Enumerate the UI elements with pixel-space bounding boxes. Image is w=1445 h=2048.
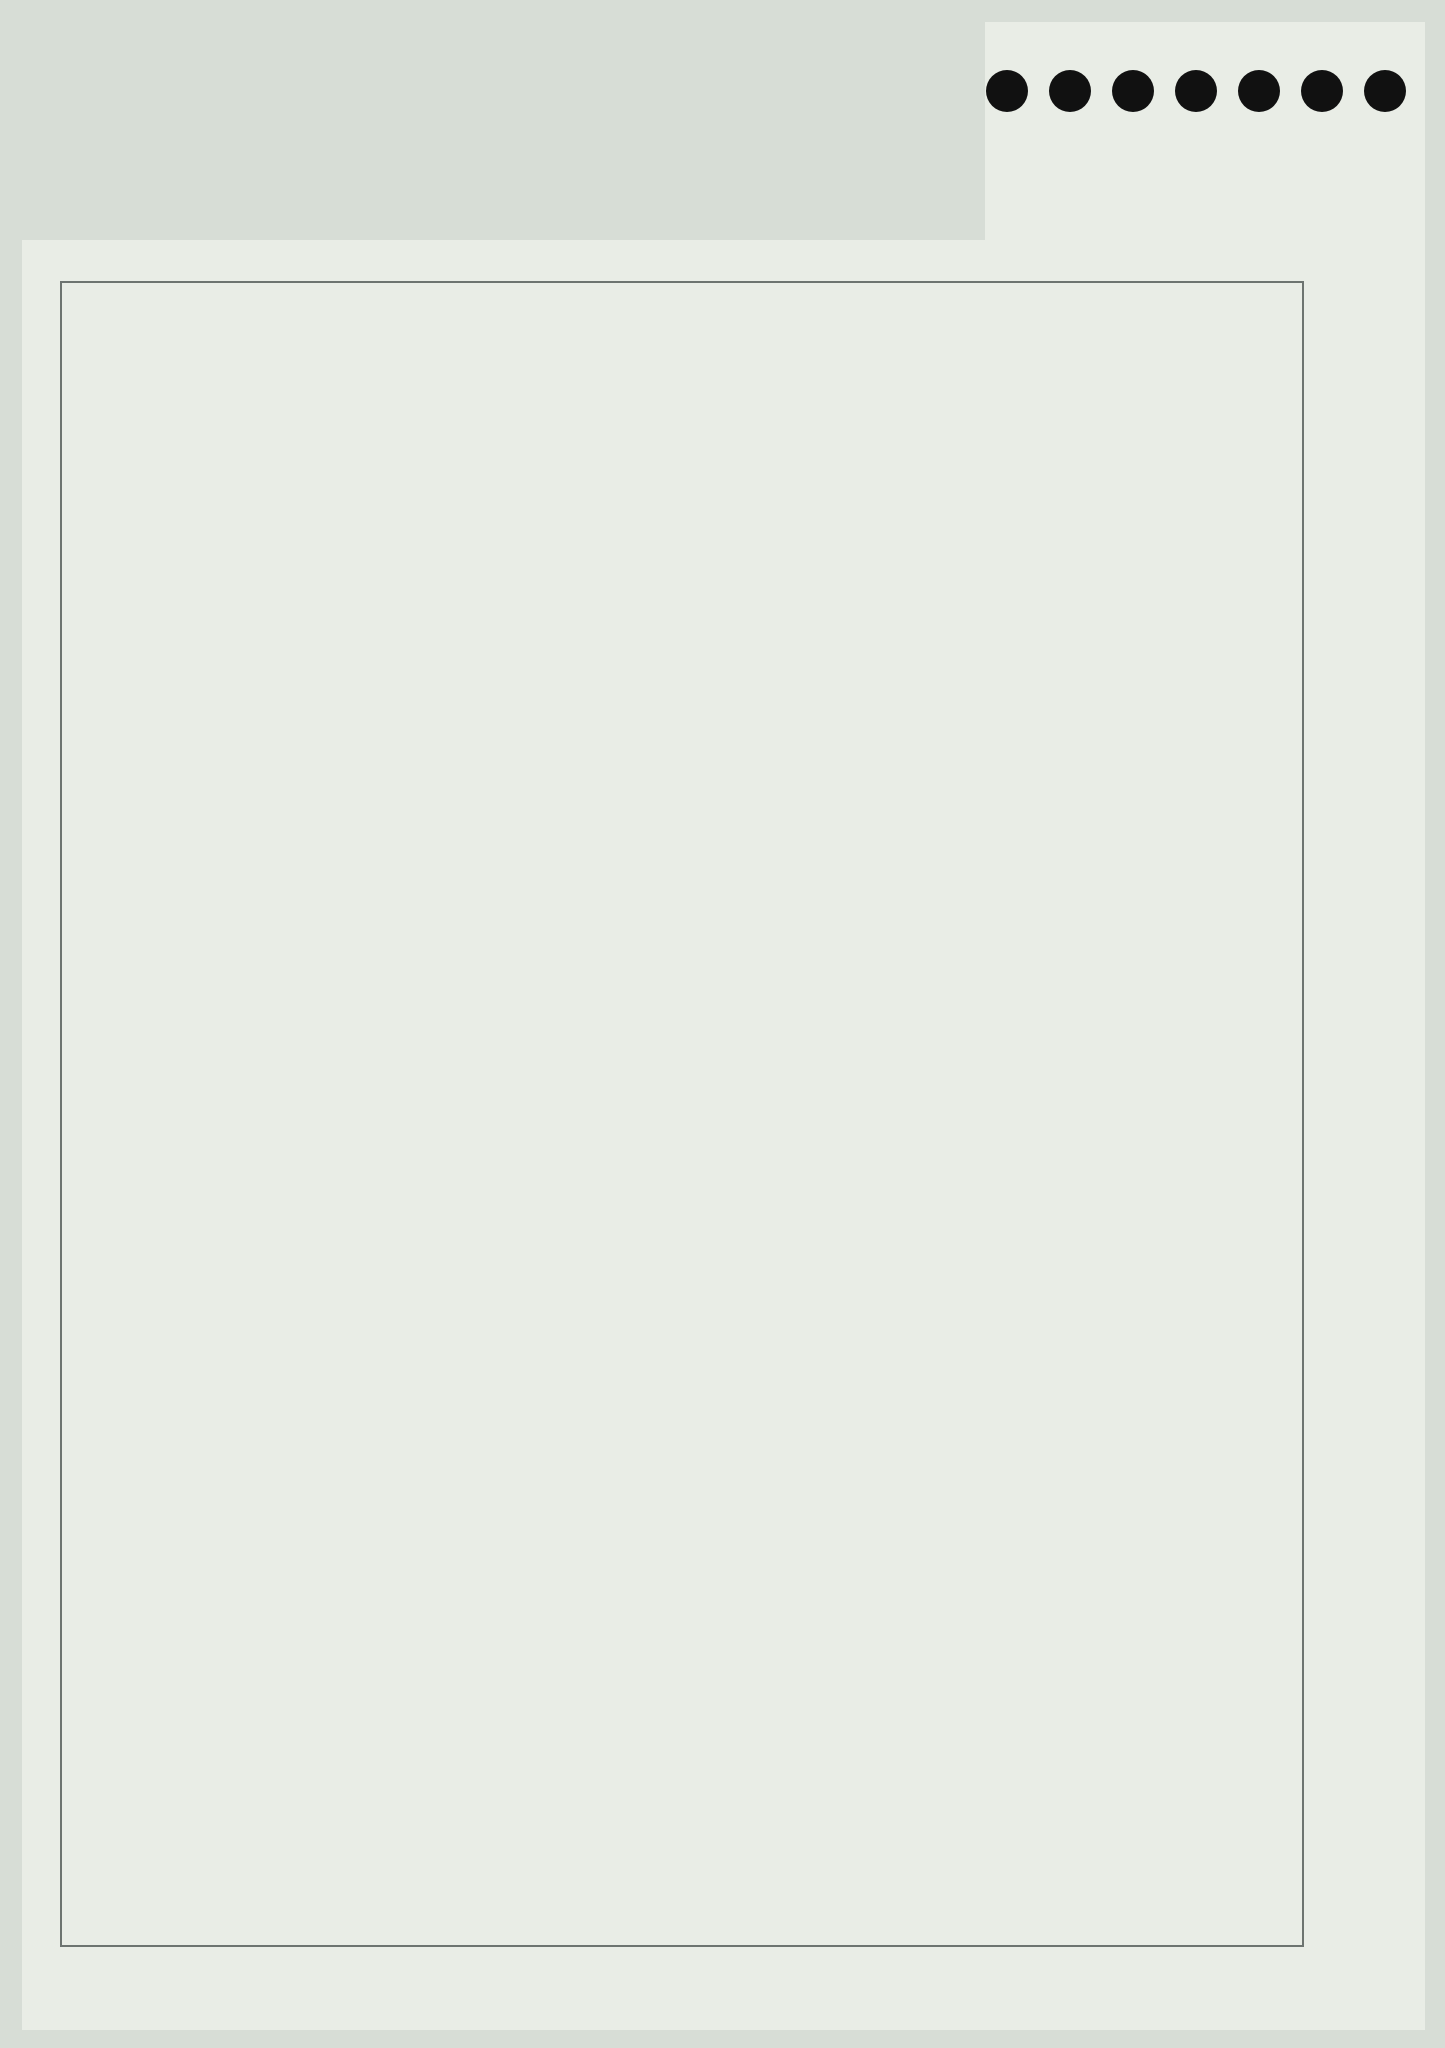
punch-hole: [986, 70, 1028, 112]
punch-hole: [1364, 70, 1406, 112]
form-frame: [60, 281, 1304, 1947]
punch-hole: [1049, 70, 1091, 112]
punch-hole: [1112, 70, 1154, 112]
form-tab: [985, 22, 1425, 252]
punch-hole: [1301, 70, 1343, 112]
punch-hole: [1238, 70, 1280, 112]
punch-hole: [1175, 70, 1217, 112]
